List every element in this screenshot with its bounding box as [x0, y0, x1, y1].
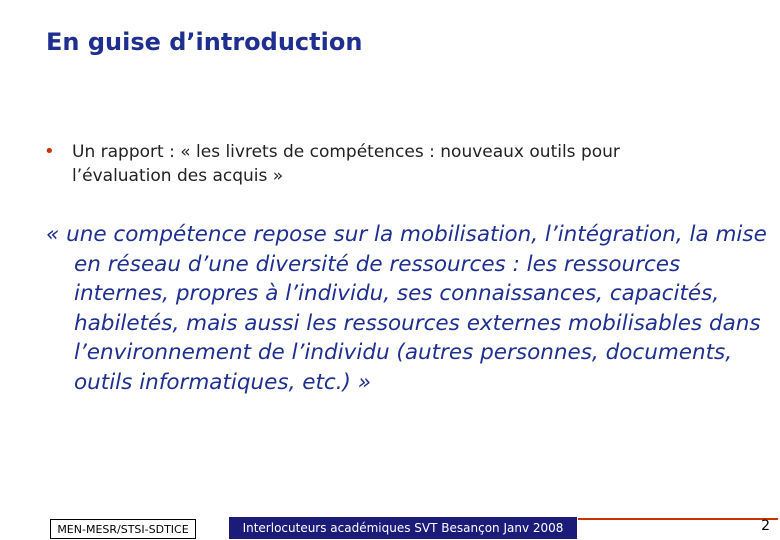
- footer-left-label: MEN-MESR/STSI-SDTICE: [50, 519, 196, 539]
- slide-title: En guise d’introduction: [46, 28, 363, 56]
- bullet-text: Un rapport : « les livrets de compétences : nouveaux outils pour l’évaluation des acquis »: [72, 142, 620, 186]
- bullet-marker: •: [44, 141, 55, 162]
- quote-text: « une compétence repose sur la mobilisation, l’intégration, la mise en réseau d’une diversité de ressources : les ressources internes, propres à l’individu, ses connaissances, capacités, habiletés, mais aussi les ressources externes mobilisables dans l’environnement de l’individu (autres personnes, documents, outils informatiques, etc.) »: [46, 222, 767, 395]
- footer-divider-line: [578, 518, 778, 520]
- bullet-item: [44, 140, 694, 188]
- footer-middle-label: Interlocuteurs académiques SVT Besançon Janv 2008: [229, 517, 577, 539]
- page-number: 2: [761, 518, 770, 534]
